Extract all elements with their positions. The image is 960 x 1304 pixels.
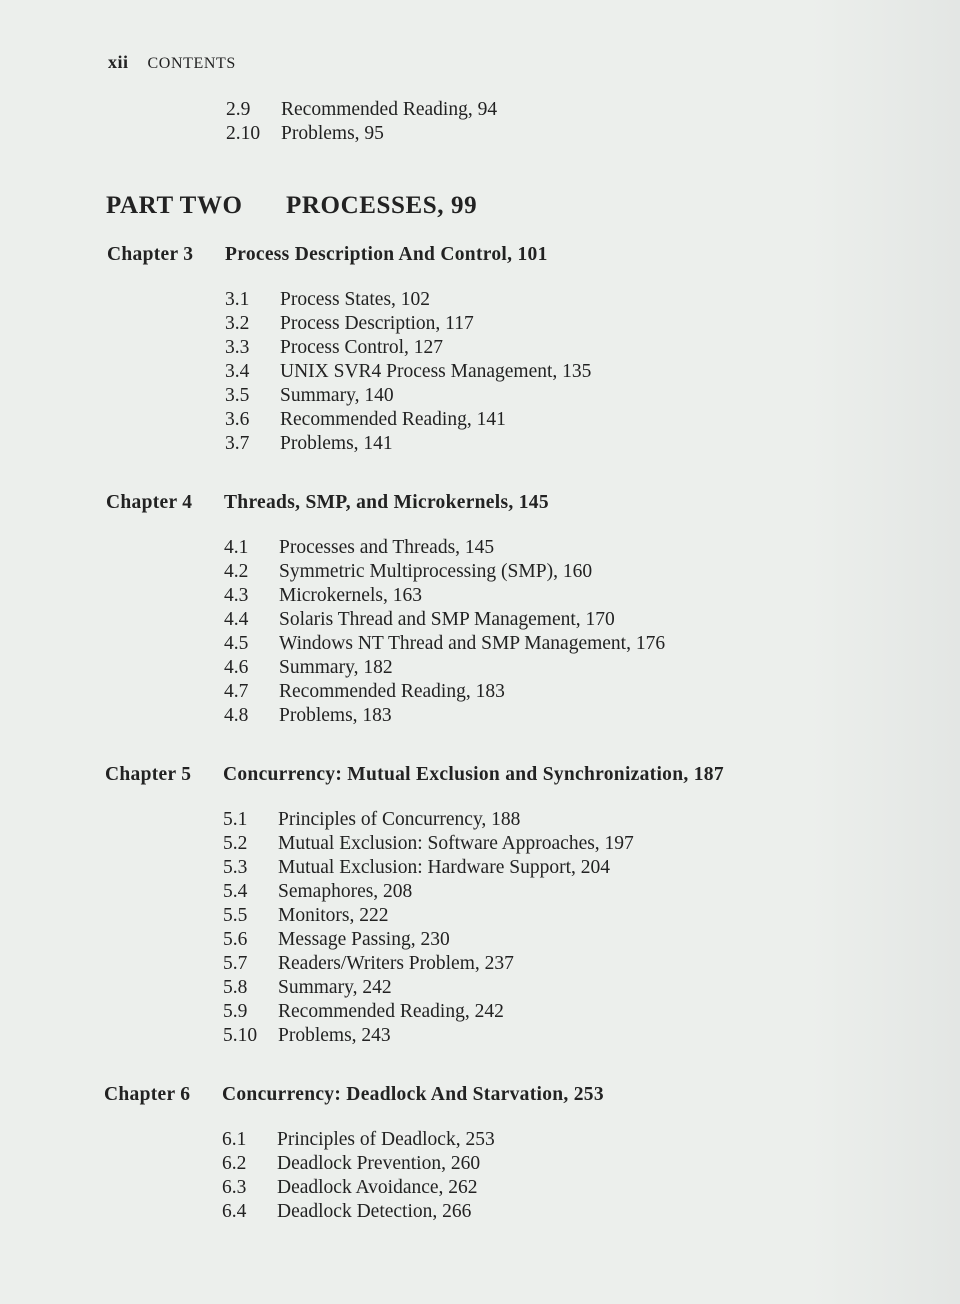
section-number: 5.2: [223, 833, 248, 854]
chapter-title: Concurrency: Mutual Exclusion and Synchronization, 187: [223, 764, 724, 785]
section-title: Windows NT Thread and SMP Management, 176: [279, 633, 666, 654]
section-title: Recommended Reading, 141: [280, 409, 506, 430]
section-number: 5.5: [223, 905, 248, 926]
section-number: 5.9: [223, 1001, 248, 1022]
section-number: 5.8: [223, 977, 248, 998]
section-number: 2.10: [226, 123, 261, 144]
section-title: UNIX SVR4 Process Management, 135: [280, 361, 592, 382]
section-title: Message Passing, 230: [278, 929, 450, 950]
section-title: Summary, 182: [279, 657, 393, 678]
section-title: Recommended Reading, 242: [278, 1001, 504, 1022]
section-number: 3.1: [225, 289, 250, 310]
section-title: Process Description, 117: [280, 313, 474, 334]
running-head-title: CONTENTS: [147, 55, 236, 72]
section-number: 4.1: [224, 537, 249, 558]
part-heading: [106, 192, 477, 220]
section-title: Principles of Deadlock, 253: [277, 1129, 495, 1150]
section-title: Mutual Exclusion: Hardware Support, 204: [278, 857, 610, 878]
section-title: Solaris Thread and SMP Management, 170: [279, 609, 615, 630]
section-number: 5.1: [223, 809, 248, 830]
section-title: Readers/Writers Problem, 237: [278, 953, 514, 974]
section-title: Processes and Threads, 145: [279, 537, 495, 558]
section-number: 2.9: [226, 99, 251, 120]
section-number: 4.8: [224, 705, 249, 726]
section-title: Summary, 140: [280, 385, 394, 406]
part-label: PART TWO: [106, 192, 243, 219]
section-title: Problems, 183: [279, 705, 392, 726]
section-number: 4.4: [224, 609, 249, 630]
section-number: 5.3: [223, 857, 248, 878]
section-title: Deadlock Detection, 266: [277, 1201, 472, 1222]
section-number: 6.2: [222, 1153, 247, 1174]
page-number: xii: [108, 52, 129, 72]
section-title: Problems, 141: [280, 433, 393, 454]
section-title: Symmetric Multiprocessing (SMP), 160: [279, 561, 593, 582]
section-title: Recommended Reading, 183: [279, 681, 505, 702]
section-number: 3.5: [225, 385, 250, 406]
section-number: 5.7: [223, 953, 248, 974]
section-title: Process Control, 127: [280, 337, 444, 358]
section-number: 6.1: [222, 1129, 247, 1150]
chapter-title: Concurrency: Deadlock And Starvation, 253: [222, 1084, 604, 1105]
section-title: Principles of Concurrency, 188: [278, 809, 521, 830]
page-edge-shading: [810, 0, 960, 1304]
section-title: Deadlock Prevention, 260: [277, 1153, 481, 1174]
section-title: Process States, 102: [280, 289, 431, 310]
chapter-label: Chapter 3: [107, 244, 194, 265]
chapter-label: Chapter 5: [105, 764, 192, 785]
part-title: PROCESSES, 99: [286, 192, 478, 219]
section-number: 3.7: [225, 433, 250, 454]
section-number: 3.6: [225, 409, 250, 430]
section-number: 6.3: [222, 1177, 247, 1198]
section-title: Semaphores, 208: [278, 881, 413, 902]
running-head: [108, 52, 236, 73]
section-number: 5.10: [223, 1025, 258, 1046]
section-title: Microkernels, 163: [279, 585, 422, 606]
chapter-title: Threads, SMP, and Microkernels, 145: [224, 492, 549, 513]
section-title: Summary, 242: [278, 977, 392, 998]
section-number: 4.5: [224, 633, 249, 654]
section-number: 5.6: [223, 929, 248, 950]
section-number: 5.4: [223, 881, 248, 902]
section-title: Recommended Reading, 94: [281, 99, 498, 120]
chapter-title: Process Description And Control, 101: [225, 244, 548, 265]
section-number: 6.4: [222, 1201, 247, 1222]
section-number: 4.7: [224, 681, 249, 702]
section-title: Problems, 95: [281, 123, 384, 144]
section-title: Deadlock Avoidance, 262: [277, 1177, 478, 1198]
section-number: 4.2: [224, 561, 249, 582]
section-title: Mutual Exclusion: Software Approaches, 197: [278, 833, 634, 854]
section-title: Problems, 243: [278, 1025, 391, 1046]
section-title: Monitors, 222: [278, 905, 389, 926]
section-number: 3.4: [225, 361, 250, 382]
chapter-label: Chapter 4: [106, 492, 193, 513]
section-number: 3.2: [225, 313, 250, 334]
section-number: 3.3: [225, 337, 250, 358]
section-number: 4.3: [224, 585, 249, 606]
chapter-label: Chapter 6: [104, 1084, 191, 1105]
section-number: 4.6: [224, 657, 249, 678]
